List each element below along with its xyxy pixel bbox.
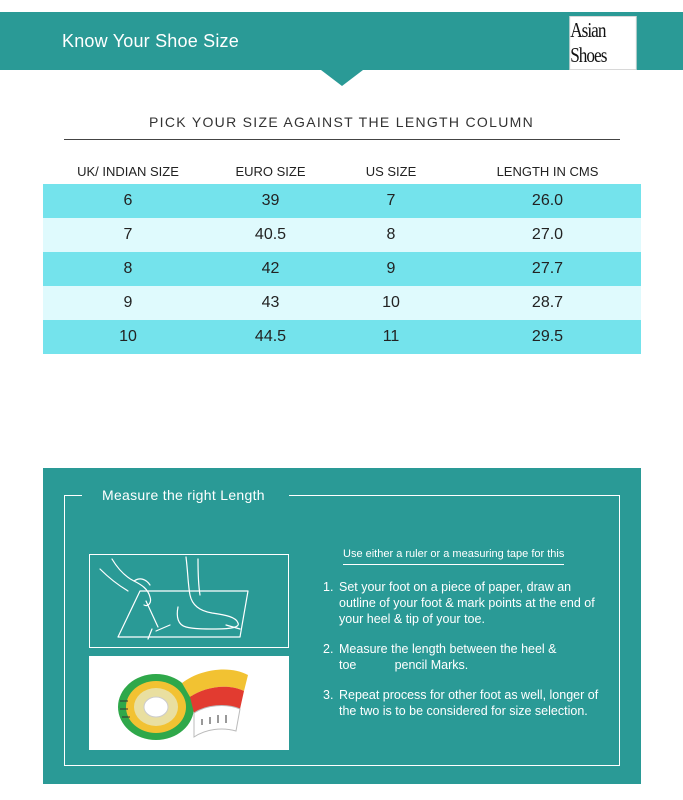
column-header-euro: EURO SIZE — [235, 163, 306, 179]
cell-uk: 9 — [123, 294, 133, 311]
table-row — [43, 252, 641, 286]
cell-us: 10 — [382, 294, 400, 311]
cell-us: 8 — [386, 226, 396, 243]
column-header-us: US SIZE — [365, 163, 417, 179]
table-header-row — [43, 158, 641, 184]
list-item — [319, 579, 609, 627]
cell-euro: 42 — [261, 260, 280, 277]
cell-uk: 6 — [123, 192, 133, 209]
brand-logo: Asian Shoes — [569, 16, 636, 70]
cell-length: 26.0 — [531, 192, 564, 209]
table-row — [43, 286, 641, 320]
frame-line — [64, 495, 82, 496]
cell-euro: 43 — [261, 294, 280, 311]
table-row — [43, 184, 641, 218]
list-item — [319, 687, 609, 719]
cell-us: 11 — [382, 328, 400, 345]
cell-euro: 39 — [261, 192, 280, 209]
cell-us: 9 — [386, 260, 396, 277]
foot-drawing-icon — [90, 555, 290, 649]
cell-euro: 44.5 — [254, 328, 287, 345]
cell-length: 27.7 — [531, 260, 564, 277]
frame-line — [64, 765, 620, 766]
step-text: Set your foot on a piece of paper, draw an outline of your foot & mark points at the end of your heel & tip of your toe. — [339, 580, 595, 626]
title-divider — [64, 139, 620, 140]
size-table — [43, 158, 641, 354]
cell-us: 7 — [386, 192, 396, 209]
cell-length: 29.5 — [531, 328, 564, 345]
size-chart-title: PICK YOUR SIZE AGAINST THE LENGTH COLUMN — [149, 114, 534, 130]
measure-instructions — [319, 544, 609, 733]
frame-line — [289, 495, 619, 496]
cell-uk: 7 — [123, 226, 133, 243]
cell-euro: 40.5 — [254, 226, 287, 243]
column-header-uk: UK/ INDIAN SIZE — [77, 163, 179, 179]
page-title: Know Your Shoe Size — [62, 31, 239, 51]
instructions-intro: Use either a ruler or a measuring tape for this — [343, 548, 564, 565]
list-item — [319, 641, 609, 673]
table-row — [43, 218, 641, 252]
cell-length: 28.7 — [531, 294, 564, 311]
step-number: 2. — [323, 642, 334, 656]
step-number: 3. — [323, 688, 334, 702]
cell-length: 27.0 — [531, 226, 564, 243]
cell-uk: 10 — [119, 328, 137, 345]
column-header-length: LENGTH IN CMS — [496, 163, 599, 179]
foot-outline-illustration — [89, 554, 289, 648]
measuring-tape-icon — [90, 657, 290, 751]
header-bar — [0, 12, 683, 70]
instruction-steps — [319, 579, 609, 719]
header-pointer — [321, 70, 363, 86]
measure-title: Measure the right Length — [102, 487, 265, 503]
step-text: Measure the length between the heel & toe pencil Marks. — [339, 642, 557, 672]
measure-panel — [43, 468, 641, 784]
measuring-tape-illustration — [89, 656, 289, 750]
cell-uk: 8 — [123, 260, 133, 277]
step-text: Repeat process for other foot as well, longer of the two is to be considered for size selection. — [339, 688, 599, 718]
table-row — [43, 320, 641, 354]
frame-line — [64, 495, 65, 765]
step-number: 1. — [323, 580, 334, 594]
frame-line — [619, 495, 620, 765]
